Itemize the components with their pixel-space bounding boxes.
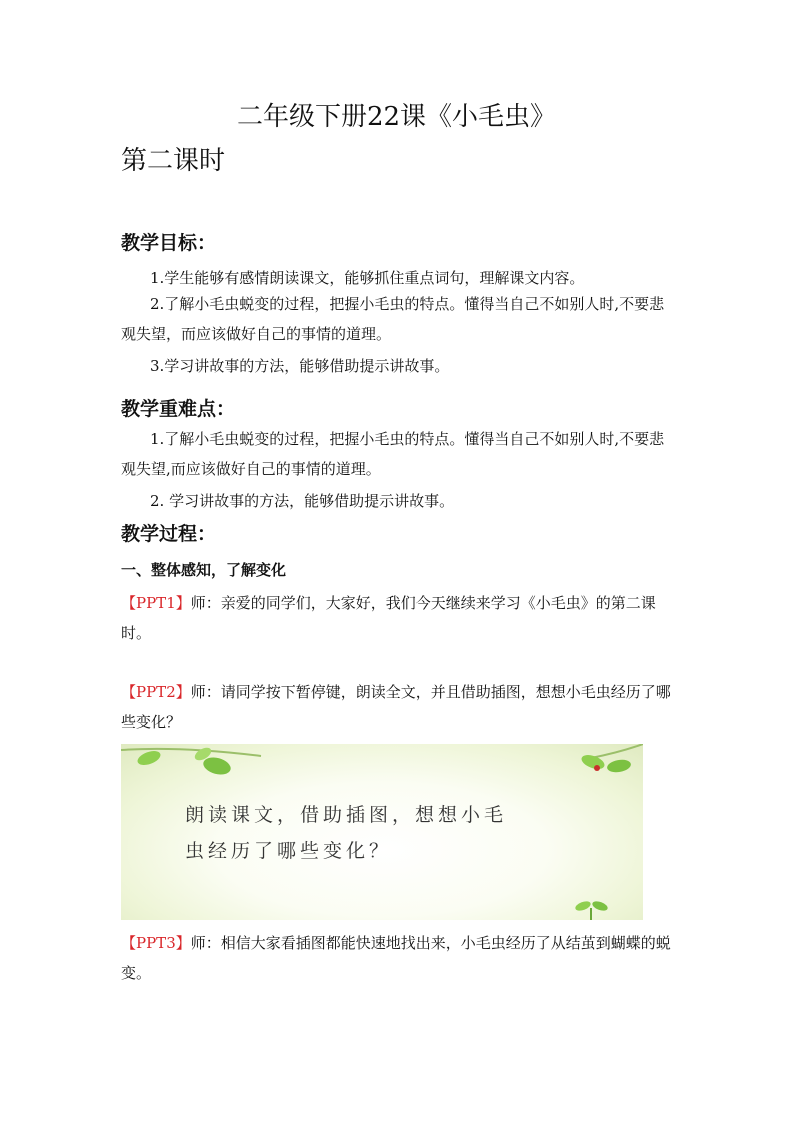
- section-heading-1: 一、整体感知，了解变化: [121, 561, 287, 579]
- goal-item-2: 2.了解小毛虫蜕变的过程，把握小毛虫的特点。懂得当自己不如别人时,不要悲观失望，而应该做好自己的事情的道理。: [121, 295, 665, 343]
- goals-heading: 教学目标：: [121, 232, 217, 254]
- ppt1-tag: 【PPT1】: [121, 594, 191, 612]
- slide-text-line-2: 虫经历了哪些变化？: [185, 840, 393, 862]
- goal-item-1: 1.学生能够有感情朗读课文，能够抓住重点词句，理解课文内容。: [150, 269, 585, 287]
- ppt-slide-image: [121, 744, 643, 920]
- ppt3-text: 师：相信大家看插图都能快速地找出来，小毛虫经历了从结茧到蝴蝶的蜕变。: [121, 934, 671, 982]
- ppt2-paragraph: [121, 677, 676, 737]
- ppt2-text: 师：请同学按下暂停键，朗读全文，并且借助插图，想想小毛虫经历了哪些变化？: [121, 683, 671, 731]
- keypoints-heading: 教学重难点：: [121, 398, 236, 420]
- keypoint-item-2: 2. 学习讲故事的方法，能够借助提示讲故事。: [150, 492, 455, 510]
- ppt1-text: 师：亲爱的同学们，大家好，我们今天继续来学习《小毛虫》的第二课时。: [121, 594, 656, 642]
- ppt1-paragraph: [121, 588, 676, 648]
- slide-text-line-1: 朗读课文，借助插图，想想小毛: [185, 804, 508, 826]
- sprout-icon: [574, 900, 609, 920]
- document-title: 二年级下册22课《小毛虫》: [236, 102, 557, 132]
- document-subtitle: 第二课时: [121, 146, 226, 176]
- process-heading: 教学过程：: [121, 523, 217, 545]
- ppt2-tag: 【PPT2】: [121, 683, 191, 701]
- ppt3-tag: 【PPT3】: [121, 934, 191, 952]
- slide-decoration: [121, 744, 643, 920]
- keypoint-item-1: 1.了解小毛虫蜕变的过程，把握小毛虫的特点。懂得当自己不如别人时,不要悲观失望,而应该做好自己的事情的道理。: [121, 430, 665, 478]
- ladybug-icon: [594, 765, 600, 771]
- ppt3-paragraph: [121, 928, 676, 988]
- goal-item-3: 3.学习讲故事的方法，能够借助提示讲故事。: [150, 357, 450, 375]
